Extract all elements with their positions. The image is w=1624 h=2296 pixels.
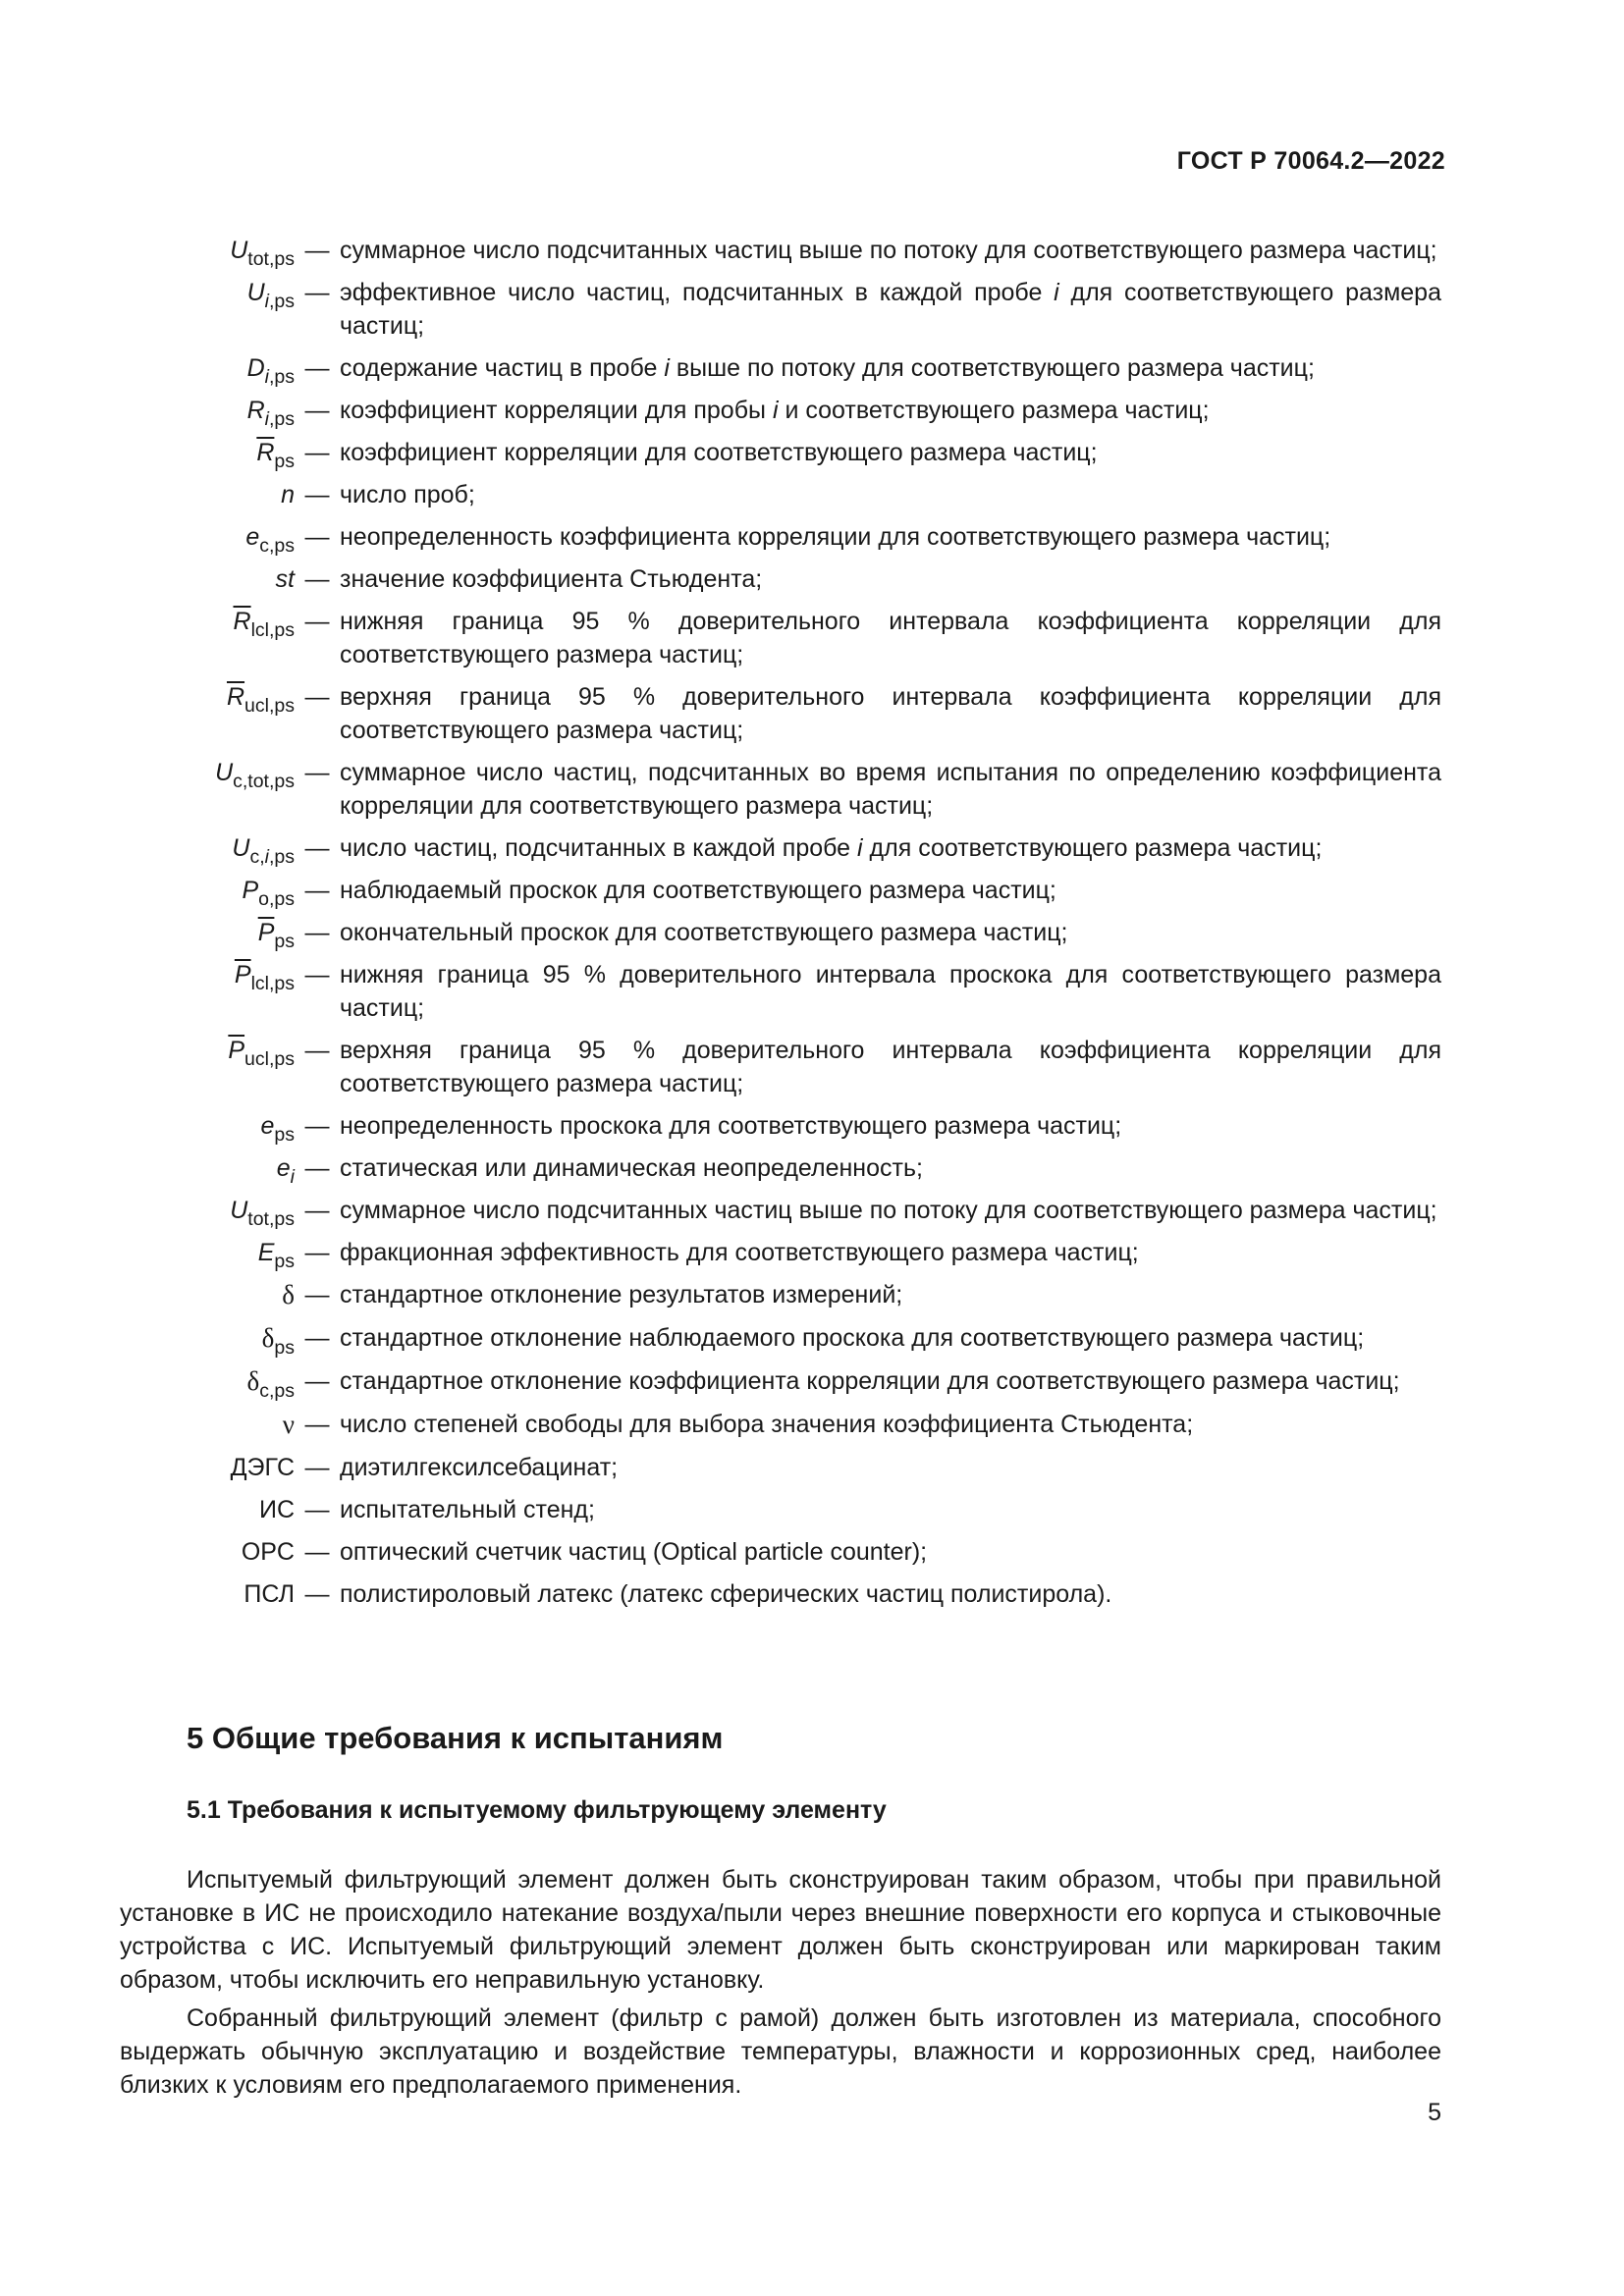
section-title: 5 Общие требования к испытаниям (187, 1721, 724, 1755)
definition-item: $e_{ps}$ — неопределенность проскока для соответствующего размера частиц; (0, 1109, 1624, 1143)
body-paragraph: Собранный фильтрующий элемент (фильтр с рамой) должен быть изготовлен из материала, способного выдержать обычную эксплуатацию и воздействие температуры, влажности и коррозионных сред, наиболее близких к условиям его предполагаемого применения. (120, 2004, 1441, 2099)
definition-symbol: $\overline{R}_{lcl,ps}$ (233, 608, 295, 641)
definition-item: ν — число степеней свободы для выбора значения коэффициента Стьюдента; (0, 1408, 1624, 1442)
definition-text: неопределенность проскока для соответствующего размера частиц; (340, 1112, 1122, 1140)
definition-abbreviation: ИС (258, 1496, 295, 1523)
definition-symbol: n (281, 481, 295, 508)
page-number: 5 (1428, 2099, 1441, 2126)
definition-text: стандартное отклонение наблюдаемого проскока для соответствующего размера частиц; (340, 1324, 1365, 1352)
definition-text: суммарное число подсчитанных частиц выше по потоку для соответствующего размера частиц; (340, 1197, 1437, 1224)
definition-item: $U_{c,i,ps}$ — число частиц, подсчитанных в каждой пробе i для соответствующего размера частиц; (0, 831, 1624, 865)
definition-symbol: $U_{c,i,ps}$ (232, 834, 295, 868)
definition-symbol: $E_{ps}$ (257, 1239, 295, 1272)
definition-item: $U_{tot,ps}$ — суммарное число подсчитанных частиц выше по потоку для соответствующего размера частиц; (0, 1194, 1624, 1227)
definition-text: фракционная эффективность для соответствующего размера частиц; (340, 1239, 1139, 1266)
definition-item: $\delta_{ps}$ — стандартное отклонение наблюдаемого проскока для соответствующего размера частиц; (0, 1321, 1624, 1356)
definition-item: ДЭГС — диэтилгексилсебацинат; (0, 1451, 1624, 1484)
definition-item: OPC — оптический счетчик частиц (Optical particle counter); (0, 1535, 1624, 1569)
definition-item: δ — стандартное отклонение результатов измерений; (0, 1278, 1624, 1312)
definition-item: st — значение коэффициента Стьюдента; (0, 562, 1624, 596)
definition-symbol: st (275, 565, 295, 593)
definition-symbol: $e_i$ (276, 1154, 295, 1188)
definition-text: верхняя граница 95 % доверительного интервала коэффициента корреляции для соответствующего размера частиц; (340, 683, 1441, 744)
definition-symbol: $\overline{R}_{ps}$ (256, 439, 295, 472)
definition-text: статическая или динамическая неопределенность; (340, 1154, 923, 1182)
definition-item: $\overline{R}_{ps}$ — коэффициент корреляции для соответствующего размера частиц; (0, 436, 1624, 469)
definition-symbol: $R_{i,ps}$ (246, 397, 295, 430)
definition-item: $\overline{P}_{ucl,ps}$ — верхняя граница 95 % доверительного интервала коэффициента корреляции для соответствующего размера частиц; (0, 1034, 1624, 1100)
definition-symbol: $e_{c,ps}$ (245, 523, 295, 557)
definition-item: $\delta_{c,ps}$ — стандартное отклонение коэффициента корреляции для соответствующего размера частиц; (0, 1364, 1624, 1399)
definition-text: число степеней свободы для выбора значения коэффициента Стьюдента; (340, 1411, 1194, 1438)
definition-text: оптический счетчик частиц (Optical particle counter); (340, 1538, 928, 1566)
definition-text: суммарное число подсчитанных частиц выше по потоку для соответствующего размера частиц; (340, 237, 1437, 264)
definition-symbol: $U_{i,ps}$ (246, 279, 295, 312)
definition-text: значение коэффициента Стьюдента; (340, 565, 763, 593)
document-code-header: ГОСТ Р 70064.2—2022 (1176, 147, 1445, 175)
definition-symbol: $U_{c,tot,ps}$ (215, 759, 295, 792)
definition-text: диэтилгексилсебацинат; (340, 1454, 619, 1481)
definition-text: наблюдаемый проскок для соответствующего размера частиц; (340, 877, 1056, 904)
definition-item: n — число проб; (0, 478, 1624, 511)
body-paragraph: Испытуемый фильтрующий элемент должен быть сконструирован таким образом, чтобы при правильной установке в ИС не происходило натекание воздуха/пыли через внешние поверхности его корпуса и стыковочные устройства с ИС. Испытуемый фильтрующий элемент должен быть сконструирован или маркирован таким образом, чтобы исключить его неправильную установку. (120, 1866, 1441, 1994)
definition-item: $P_{o,ps}$ — наблюдаемый проскок для соответствующего размера частиц; (0, 874, 1624, 907)
definition-text: коэффициент корреляции для соответствующего размера частиц; (340, 439, 1098, 466)
definition-item: $U_{tot,ps}$ — суммарное число подсчитанных частиц выше по потоку для соответствующего размера частиц; (0, 234, 1624, 267)
definition-symbol: $\delta_{c,ps}$ (246, 1366, 295, 1402)
definition-symbol: $e_{ps}$ (260, 1112, 295, 1146)
definition-symbol: $\delta_{ps}$ (261, 1323, 295, 1359)
definition-symbol: $\overline{P}_{lcl,ps}$ (234, 961, 295, 994)
definition-text: число проб; (340, 481, 475, 508)
definition-item: $U_{c,tot,ps}$ — суммарное число частиц, подсчитанных во время испытания по определению коэффициента корреляции для соответствующего размера частиц; (0, 756, 1624, 823)
definition-symbol: $\overline{P}_{ucl,ps}$ (228, 1037, 295, 1070)
definition-symbol: $\overline{R}_{ucl,ps}$ (226, 683, 295, 717)
definition-text: число частиц, подсчитанных в каждой пробе i для соответствующего размера частиц; (340, 834, 1323, 862)
definition-text: нижняя граница 95 % доверительного интервала проскока для соответствующего размера частиц; (340, 961, 1441, 1022)
definition-text: испытательный стенд; (340, 1496, 595, 1523)
definition-item: $D_{i,ps}$ — содержание частиц в пробе i выше по потоку для соответствующего размера частиц; (0, 351, 1624, 385)
definition-item: $e_{c,ps}$ — неопределенность коэффициента корреляции для соответствующего размера частиц; (0, 520, 1624, 554)
definition-item: $R_{i,ps}$ — коэффициент корреляции для пробы i и соответствующего размера частиц; (0, 394, 1624, 427)
definition-symbol: ν (282, 1410, 295, 1439)
definition-text: эффективное число частиц, подсчитанных в каждой пробе i для соответствующего размера частиц; (340, 279, 1441, 340)
definition-item: ПСЛ — полистироловый латекс (латекс сферических частиц полистирола). (0, 1577, 1624, 1611)
definition-abbreviation: ПСЛ (244, 1580, 295, 1608)
subsection-title: 5.1 Требования к испытуемому фильтрующему элементу (187, 1796, 887, 1824)
definition-text: полистироловый латекс (латекс сферических частиц полистирола). (340, 1580, 1112, 1608)
definition-item: $\overline{P}_{lcl,ps}$ — нижняя граница 95 % доверительного интервала проскока для соответствующего размера частиц; (0, 958, 1624, 1025)
definition-symbol: δ (282, 1280, 295, 1309)
definition-symbol: $U_{tot,ps}$ (230, 1197, 295, 1230)
definition-text: окончательный проскок для соответствующего размера частиц; (340, 919, 1068, 946)
definition-abbreviation: ДЭГС (230, 1454, 295, 1481)
definition-item: $E_{ps}$ — фракционная эффективность для соответствующего размера частиц; (0, 1236, 1624, 1269)
definition-item: $\overline{R}_{ucl,ps}$ — верхняя граница 95 % доверительного интервала коэффициента корреляции для соответствующего размера частиц; (0, 680, 1624, 747)
definition-item: $U_{i,ps}$ — эффективное число частиц, подсчитанных в каждой пробе i для соответствующего размера частиц; (0, 276, 1624, 343)
definition-item: $\overline{R}_{lcl,ps}$ — нижняя граница 95 % доверительного интервала коэффициента корреляции для соответствующего размера частиц; (0, 605, 1624, 671)
definition-text: коэффициент корреляции для пробы i и соответствующего размера частиц; (340, 397, 1210, 424)
definition-abbreviation: OPC (241, 1538, 295, 1566)
definition-text: стандартное отклонение коэффициента корреляции для соответствующего размера частиц; (340, 1367, 1400, 1395)
definition-text: суммарное число частиц, подсчитанных во время испытания по определению коэффициента корреляции для соответствующего размера частиц; (340, 759, 1441, 820)
definition-symbol: $U_{tot,ps}$ (230, 237, 295, 270)
symbol-definitions-list (0, 234, 1624, 1620)
definition-item: $\overline{P}_{ps}$ — окончательный проскок для соответствующего размера частиц; (0, 916, 1624, 949)
definition-text: нижняя граница 95 % доверительного интервала коэффициента корреляции для соответствующего размера частиц; (340, 608, 1441, 668)
definition-item: $e_i$ — статическая или динамическая неопределенность; (0, 1151, 1624, 1185)
definition-text: верхняя граница 95 % доверительного интервала коэффициента корреляции для соответствующего размера частиц; (340, 1037, 1441, 1097)
definition-text: стандартное отклонение результатов измерений; (340, 1281, 903, 1308)
definition-text: содержание частиц в пробе i выше по потоку для соответствующего размера частиц; (340, 354, 1315, 382)
definition-symbol: $P_{o,ps}$ (242, 877, 295, 910)
definition-text: неопределенность коэффициента корреляции для соответствующего размера частиц; (340, 523, 1331, 551)
definition-symbol: $\overline{P}_{ps}$ (257, 919, 295, 952)
definition-symbol: $D_{i,ps}$ (246, 354, 295, 388)
definition-item: ИС — испытательный стенд; (0, 1493, 1624, 1526)
